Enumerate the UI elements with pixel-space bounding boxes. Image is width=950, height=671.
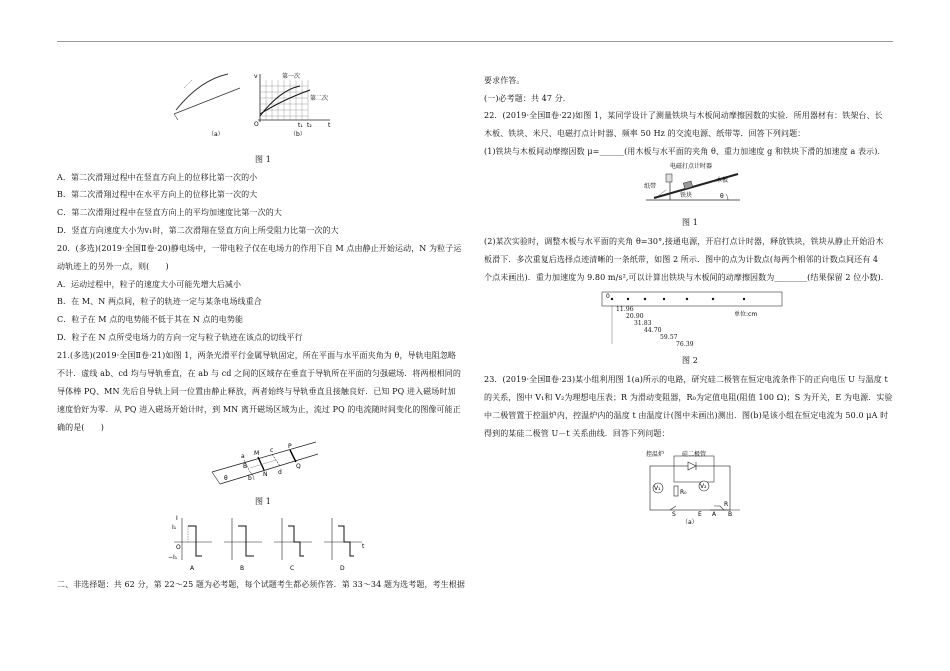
q20-option-c: C．粒子在 M 点的电势能不低于其在 N 点的电势能 (57, 315, 244, 324)
board-label: 木板 (716, 177, 729, 184)
q20-option-a: A．运动过程中，粒子的速度大小可能先增大后减小 (57, 280, 242, 289)
q20-line-2: 动轨迹上的另外一点，则( ) (57, 262, 169, 271)
q23-line-4: 得到的某硅二极管 U－t 关系曲线．回答下列问题： (484, 429, 670, 438)
e-label: E (698, 511, 702, 518)
q22-fig1-caption: 图 1 (682, 218, 698, 227)
q22-fig2-caption: 图 2 (682, 356, 698, 365)
q22-line-3: (1)铁块与木板间动摩擦因数 μ=______(用木板与水平面的夹角 θ、重力加速度 g 和铁块下滑的加速度 a 表示). (484, 147, 881, 156)
first-run-label: 第一次 (282, 73, 301, 80)
label-b: b (248, 475, 252, 482)
q19-fig-caption: 图 1 (255, 155, 271, 164)
graph-d (324, 518, 362, 560)
graph-axis-I1: I₁ (172, 524, 177, 531)
axis-origin-label: O (254, 121, 259, 128)
label-B: B (243, 463, 248, 470)
q21-line-4: 速度恰好为零．从 PQ 进入磁场开始计时，到 MN 离开磁场区域为止，流过 PQ 的电流随时间变化的图像可能正 (57, 405, 461, 414)
label-Q: Q (296, 463, 301, 470)
tape-value-5: 59.57 (660, 334, 678, 341)
q21-rails-figure (210, 438, 320, 488)
graph-c (274, 518, 312, 560)
r-label: R (724, 501, 729, 508)
q21-line-1: 21.(多选)(2019·全国Ⅱ卷·21)如图 1，两条光滑平行金属导轨固定，所在平面与水平面夹角为 θ，导轨电阻忽略 (57, 351, 457, 360)
q22-line-1: 22．(2019·全国Ⅱ卷·22)如图 1，某同学设计了测量铁块与木板间动摩擦因数的实验．所用器材有：铁架台、长 (484, 111, 883, 120)
label-N: N (263, 471, 268, 478)
section-heading: 二、非选择题：共 62 分，第 22～25 题为必考题，每个试题考生都必须作答．第 33～34 题为选考题，考生根据 (57, 580, 465, 589)
tape-origin: 0 (606, 293, 610, 300)
fig-a-label: （a） (208, 131, 224, 138)
q23-circuit-figure (640, 448, 750, 526)
q22-apparatus-figure (640, 160, 750, 206)
q19-option-b: B．第二次滑翔过程中在水平方向上的位移比第一次的大 (57, 190, 258, 199)
v1-label: V₁ (654, 485, 661, 492)
q22-line-2: 木板、铁块、米尺、电磁打点计时器、频率 50 Hz 的交流电源、纸带等．回答下列问题： (484, 129, 806, 138)
graph-axis-t: t (362, 543, 365, 550)
graph-axis-origin: O (176, 544, 181, 551)
q21-fig-caption: 图 1 (255, 497, 271, 506)
graph-axis-I: I (176, 515, 178, 522)
q23-line-3: 中二极管置于控温炉内，控温炉内的温度 t 由温度计(图中未画出)测出．图(b)是该小组在恒定电流为 50.0 μA 时 (484, 411, 889, 420)
axis-v-label: v (254, 73, 258, 80)
top-rule (57, 41, 893, 42)
label-a: a (241, 453, 245, 460)
t1-label: t₁ (298, 122, 303, 129)
graph-axis-negI1: −I₁ (168, 554, 178, 561)
q19-figure (170, 70, 360, 145)
tape-label: 纸带 (644, 183, 657, 190)
q21-line-5: 确的是( ) (57, 423, 104, 432)
label-theta: θ (224, 475, 228, 482)
graph-label-c: C (290, 565, 295, 572)
label-P: P (288, 443, 292, 450)
q19-option-c: C．第二次滑翔过程中在竖直方向上的平均加速度比第一次的大 (57, 208, 282, 217)
tape-value-4: 44.70 (644, 327, 662, 334)
q22-part2-line-2: 板滑下．多次重复后选择点迹清晰的一条纸带，如图 2 所示．图中的点为计数点(每两个相邻的计数点间还有 4 (484, 255, 879, 264)
q22-part2-line-3: 个点未画出)．重力加速度为 9.80 m/s²,可以计算出铁块与木板间的动摩擦因数为________(结果保留 2 位小数). (484, 273, 884, 282)
t2-label: t₂ (307, 122, 312, 129)
theta-label: θ (720, 193, 724, 200)
graph-b (224, 518, 262, 560)
tape-value-2: 20.90 (626, 313, 644, 320)
tape-value-3: 31.83 (634, 320, 652, 327)
fig-a-caption: （a） (682, 519, 698, 526)
fig-b-label: （b） (290, 131, 306, 138)
graph-label-a: A (190, 565, 195, 572)
label-d: d (278, 469, 282, 476)
r0-label: R₀ (680, 489, 687, 496)
label-c: c (270, 447, 274, 454)
label-M: M (254, 450, 260, 457)
furnace-label: 控温炉 (646, 451, 665, 458)
tape-unit: 单位:cm (734, 311, 758, 318)
q22-part2-line-1: (2)某次实验时，调整木板与水平面的夹角 θ=30°,接通电源，开启打点计时器，释放铁块，铁块从静止开始沿木 (484, 237, 884, 246)
timer-label: 电磁打点计时器 (670, 163, 713, 170)
tape-value-1: 11.96 (616, 306, 634, 313)
block-label: 铁块 (680, 192, 693, 199)
axis-t-label: t (328, 122, 331, 129)
q19-option-a: A．第二次滑翔过程中在竖直方向上的位移比第一次的小 (57, 173, 258, 182)
v2-label: V₂ (700, 483, 707, 490)
q23-line-2: 的关系，图中 V₁和 V₂为理想电压表；R 为滑动变阻器，R₀为定值电阻(阻值 100 Ω)；S 为开关，E 为电源．实验 (484, 393, 893, 402)
second-run-label: 第二次 (310, 95, 329, 102)
tape-value-6: 76.39 (676, 341, 694, 348)
q20-line-1: 20．(多选)(2019·全国Ⅱ卷·20)静电场中，一带电粒子仅在电场力的作用下自 M 点由静止开始运动，N 为粒子运 (57, 244, 462, 253)
a-terminal-label: A (712, 511, 717, 518)
q20-option-b: B．在 M、N 两点间，粒子的轨迹一定与某条电场线重合 (57, 297, 262, 306)
q23-line-1: 23．(2019·全国Ⅱ卷·23)某小组利用图 1(a)所示的电路，研究硅二极管在恒定电流条件下的正向电压 U 与温度 t (484, 375, 888, 384)
q21-graphs (168, 512, 368, 572)
right-top-line-1: 要求作答。 (484, 76, 525, 85)
b-terminal-label: B (728, 511, 733, 518)
q20-option-d: D．粒子在 N 点所受电场力的方向一定与粒子轨迹在该点的切线平行 (57, 333, 303, 342)
q19-option-d: D．竖直方向速度大小为v₁时，第二次滑翔在竖直方向上所受阻力比第一次的大 (57, 226, 339, 235)
q21-line-2: 不计．虚线 ab、cd 均与导轨垂直，在 ab 与 cd 之间的区域存在垂直于导轨所在平面的匀强磁场．将两根相同的 (57, 369, 461, 378)
diode-label: 硅二极管 (682, 451, 707, 458)
right-top-line-2: (一)必考题：共 47 分． (484, 94, 571, 103)
graph-a (174, 518, 212, 560)
s-label: S (672, 511, 676, 518)
q21-line-3: 导体棒 PQ、MN 先后自导轨上同一位置由静止释放，两者始终与导轨垂直且接触良好．已知 PQ 进入磁场时加 (57, 387, 456, 396)
graph-label-b: B (240, 565, 245, 572)
graph-label-d: D (340, 565, 345, 572)
